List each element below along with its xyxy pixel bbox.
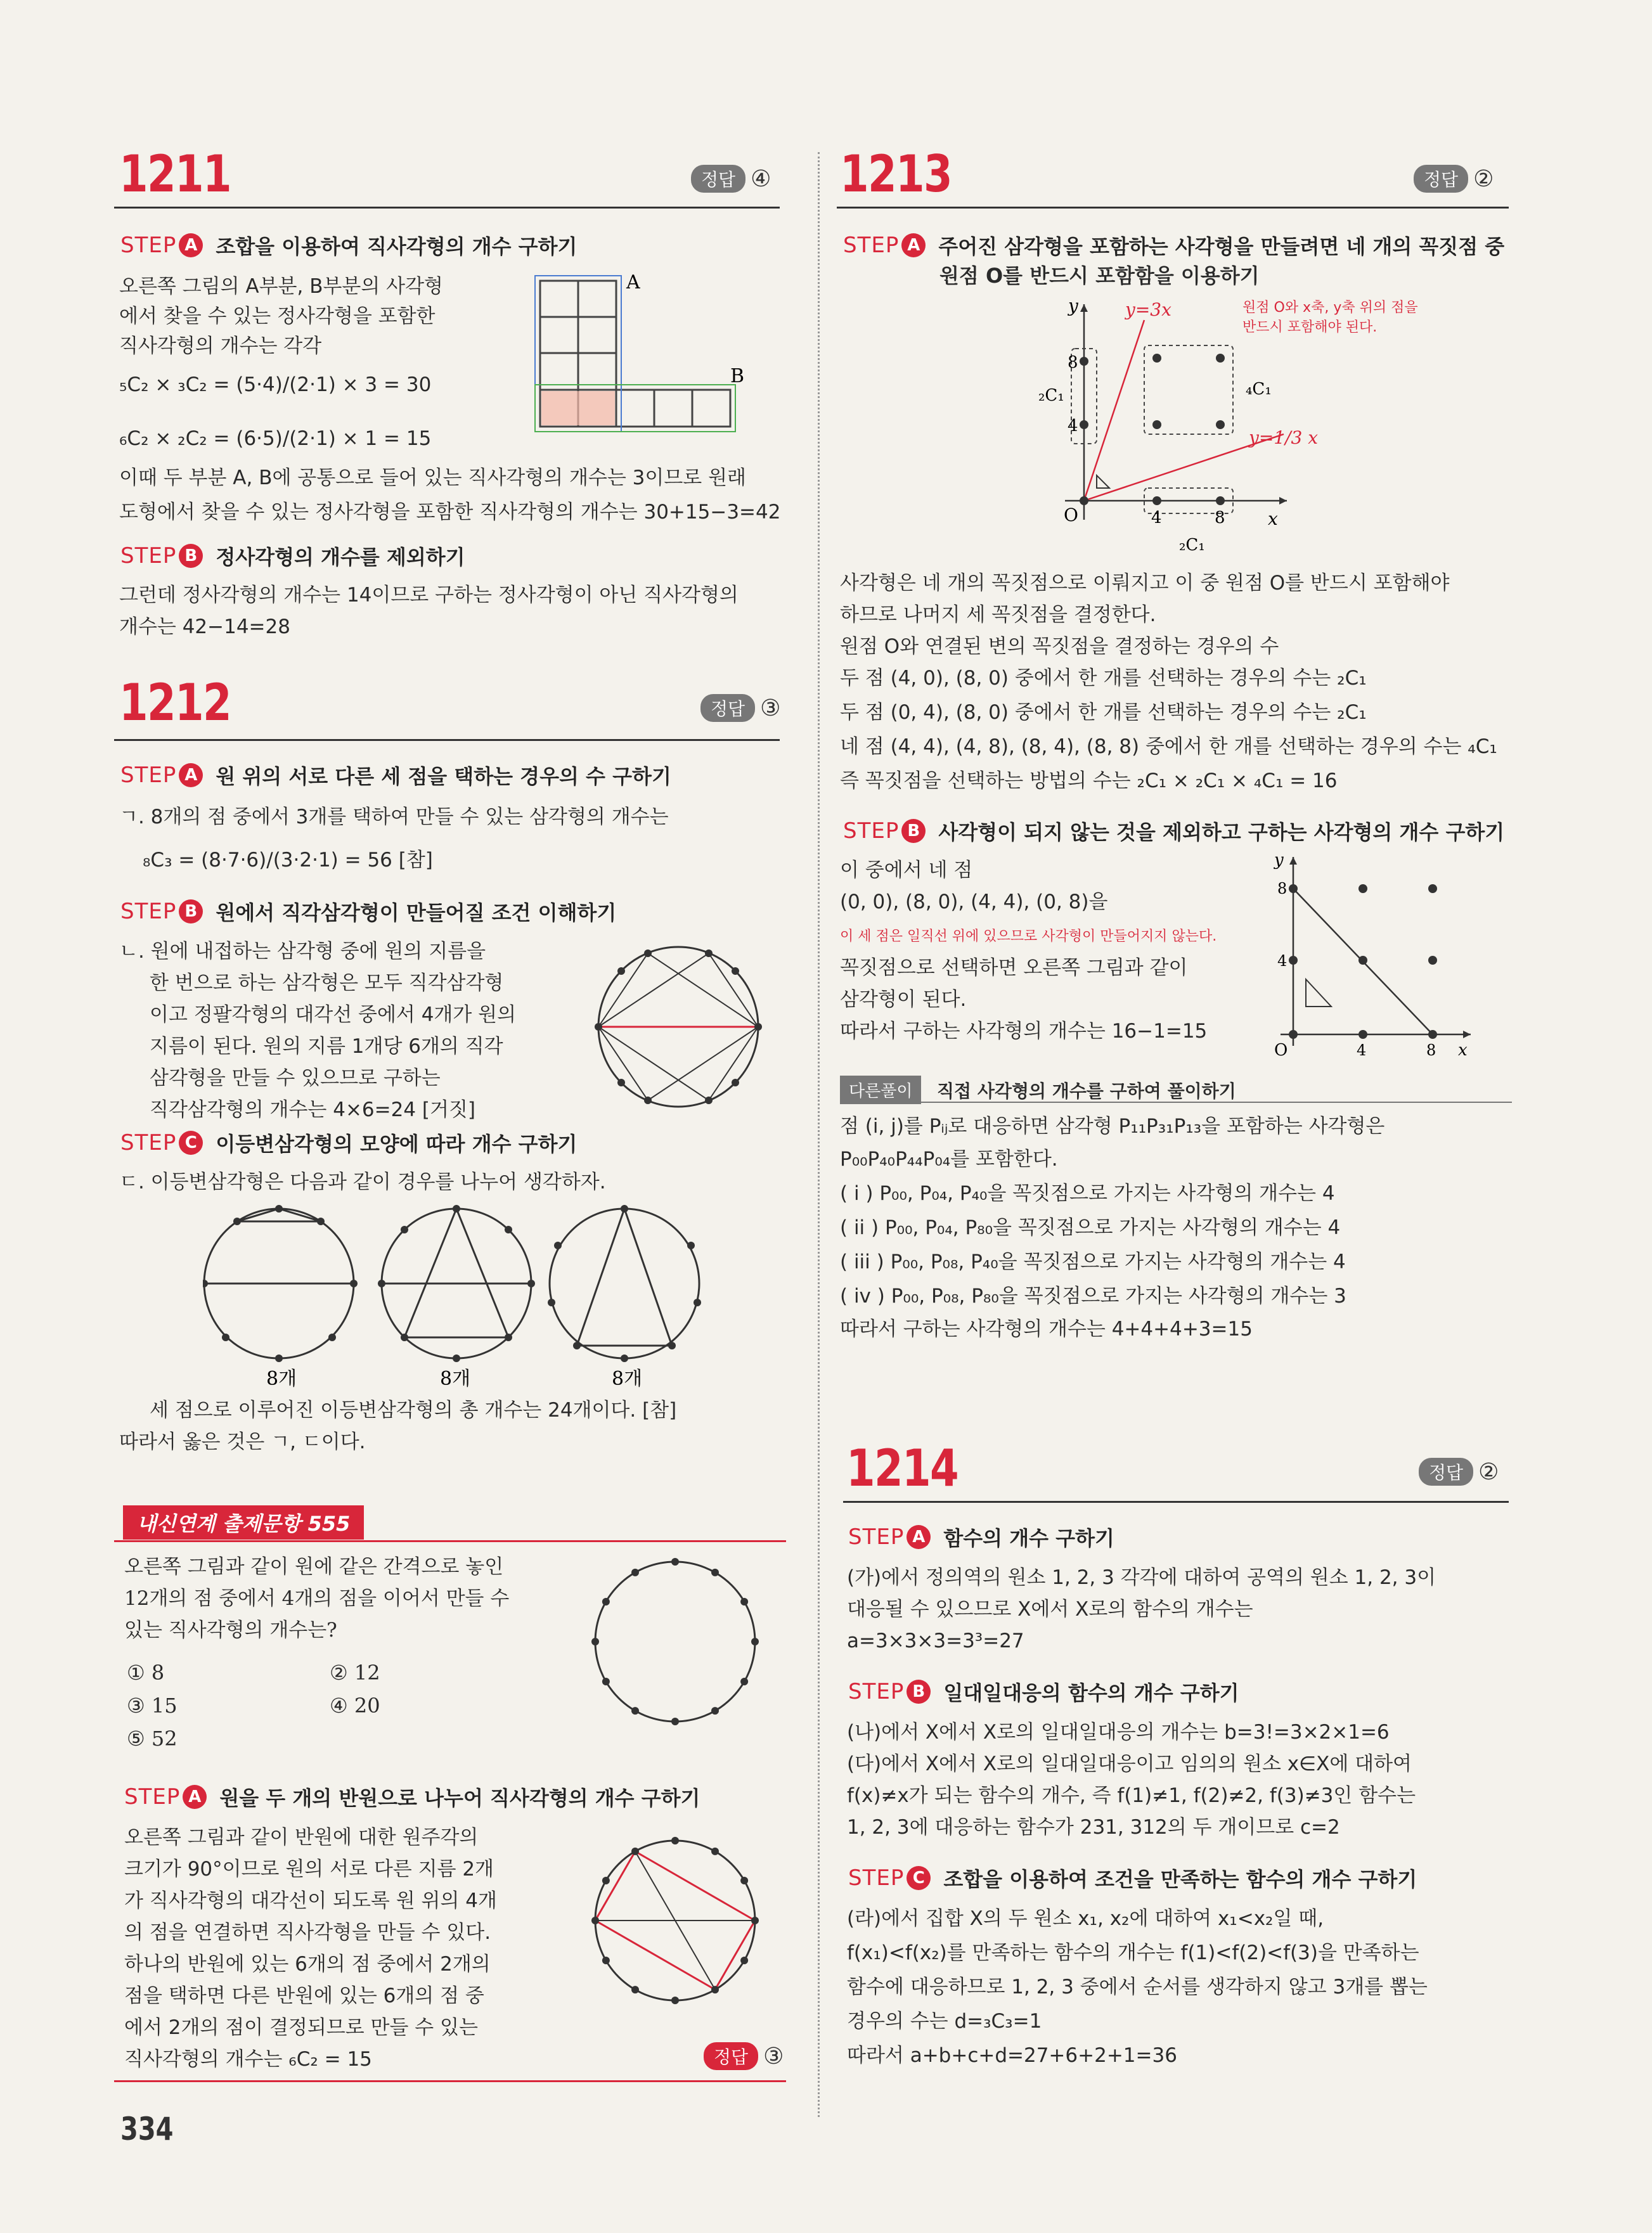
alt-line-5: ( iii ) P₀₀, P₀₈, P₄₀을 꼭짓점으로 가지는 사각형의 개수는 4: [840, 1251, 1346, 1273]
step-c-1212: [120, 1128, 577, 1157]
step-label: STEP: [120, 899, 177, 924]
text-1214-b1: (나)에서 X에서 X로의 일대일대응의 개수는 b=3!=3×2×1=6: [847, 1721, 1390, 1744]
answer-badge-1211: [691, 165, 771, 193]
page-number: 334: [120, 2111, 174, 2147]
circle-point: [711, 1707, 719, 1715]
step-b-1211: [120, 541, 465, 570]
answer-value: ②: [1478, 1458, 1499, 1485]
step-title: 원에서 직각삼각형이 만들어질 조건 이해하기: [216, 901, 617, 925]
answer-label: 정답: [691, 165, 745, 193]
step-title: 이등변삼각형의 모양에 따라 개수 구하기: [216, 1132, 578, 1156]
text-1213-b3: 꼭짓점으로 선택하면 오른쪽 그림과 같이: [840, 956, 1188, 979]
text-1211-6: 이때 두 부분 A, B에 공통으로 들어 있는 직사각형의 개수는 3이므로 원래: [119, 467, 746, 489]
rectangle-in-circle-figure: [580, 1825, 770, 2016]
text-1213-4: 두 점 (4, 0), (8, 0) 중에서 한 개를 선택하는 경우의 수는 ₂C₁: [840, 667, 1367, 690]
text-1213-b4: 삼각형이 된다.: [840, 988, 967, 1011]
answer-value: ③: [763, 2043, 784, 2069]
circle-point: [711, 1848, 719, 1855]
step-letter: A: [907, 1525, 931, 1549]
text-1212-b1: ㄴ. 원에 내접하는 삼각형 중에 원의 지름을: [119, 940, 486, 963]
step-label: STEP: [843, 818, 900, 844]
text-1213-2: 하므로 나머지 세 꼭짓점을 결정한다.: [840, 603, 1156, 626]
alt-line-6: ( iv ) P₀₀, P₀₈, P₈₀을 꼭짓점으로 가지는 사각형의 개수는 3: [840, 1285, 1346, 1308]
circle-point: [711, 1569, 719, 1576]
step-label: STEP: [124, 1784, 181, 1810]
text-1214-c2: f(x₁)<f(x₂)를 만족하는 함수의 개수는 f(1)<f(2)<f(3)을 만족하는: [847, 1941, 1419, 1964]
problem-number-1211: 1211: [119, 145, 231, 203]
text-1213-b1: 이 중에서 네 점: [840, 859, 973, 882]
divider: [837, 207, 1509, 209]
text-1214-c3: 함수에 대응하므로 1, 2, 3 중에서 순서를 생각하지 않고 3개를 뽑는: [847, 1976, 1428, 1998]
text-555-3: 가 직사각형의 대각선이 되도록 원 위의 4개: [124, 1889, 497, 1912]
step-title-cont: 원점 O를 반드시 포함함을 이용하기: [939, 264, 1260, 288]
answer-value: ③: [760, 695, 781, 721]
text-1214-b4: 1, 2, 3에 대응하는 함수가 231, 312의 두 개이므로 c=2: [847, 1816, 1340, 1839]
text-1214-c5: 따라서 a+b+c+d=27+6+2+1=36: [847, 2044, 1177, 2067]
text-1212-b5: 삼각형을 만들 수 있으므로 구하는: [150, 1067, 441, 1090]
text-555-4: 의 점을 연결하면 직사각형을 만들 수 있다.: [124, 1921, 491, 1944]
step-title: 일대일대응의 함수의 개수 구하기: [943, 1681, 1239, 1705]
circle-point: [671, 1997, 679, 2004]
choice-5[interactable]: ⑤ 52: [127, 1727, 177, 1751]
text-1213-7: 즉 꼭짓점을 선택하는 방법의 수는 ₂C₁ × ₂C₁ × ₄C₁ = 16: [840, 769, 1338, 792]
text-1212-c3: 따라서 옳은 것은 ㄱ, ㄷ이다.: [119, 1431, 366, 1453]
column-separator: [818, 152, 820, 2117]
tick-y-8: 8: [1068, 353, 1078, 372]
text-1214-a3: a=3×3×3=3³=27: [847, 1630, 1024, 1652]
text-1213-5: 두 점 (0, 4), (8, 0) 중에서 한 개를 선택하는 경우의 수는 ₂C₁: [840, 701, 1367, 724]
step-label: STEP: [120, 763, 177, 788]
step-letter: B: [907, 1680, 931, 1704]
divider: [114, 2080, 786, 2082]
divider: [843, 1501, 1509, 1503]
axis-y: y: [1274, 851, 1284, 870]
text-555-7: 에서 2개의 점이 결정되므로 만들 수 있는: [124, 2016, 478, 2039]
answer-badge-1212: [700, 694, 780, 722]
divider: [114, 1540, 786, 1542]
step-title: 정사각형의 개수를 제외하기: [216, 545, 465, 569]
alt-line-7: 따라서 구하는 사각형의 개수는 4+4+4+3=15: [840, 1318, 1253, 1341]
axis-y: y: [1068, 295, 1078, 316]
text-1213-b2: (0, 0), (8, 0), (4, 4), (0, 8)을: [840, 891, 1108, 913]
step-title: 원 위의 서로 다른 세 점을 택하는 경우의 수 구하기: [216, 764, 671, 788]
text-1212-b4: 지름이 된다. 원의 지름 1개당 6개의 직각: [150, 1035, 503, 1058]
step-letter: C: [179, 1131, 203, 1155]
text-555-1: 오른쪽 그림과 같이 반원에 대한 원주각의: [124, 1826, 479, 1849]
circle-point: [591, 1917, 599, 1924]
text-555-8: 직사각형의 개수는 ₆C₂ = 15: [124, 2048, 372, 2071]
step-letter: B: [179, 899, 203, 923]
problem-number-1213: 1213: [840, 145, 952, 203]
circle-label-2: 8개: [440, 1368, 471, 1390]
step-c-1214: [848, 1863, 1417, 1893]
text-1212-a2: ₈C₃ = (8·7·6)/(3·2·1) = 56 [참]: [143, 849, 433, 872]
note-1213: 원점 O와 x축, y축 위의 점을 반드시 포함해야 된다.: [1242, 300, 1418, 335]
step-letter: A: [183, 1785, 207, 1809]
answer-label: 정답: [700, 694, 755, 722]
answer-label: 정답: [1419, 1458, 1473, 1486]
step-b-1213: [843, 816, 1504, 846]
step-label: STEP: [120, 543, 177, 569]
answer-label: 정답: [704, 2042, 758, 2070]
coordinate-graph-1213: [989, 292, 1344, 577]
step-a-1214: [848, 1522, 1114, 1552]
step-letter: B: [179, 544, 203, 568]
comb-right: ₄C₁: [1246, 380, 1272, 399]
origin-label: O: [1064, 505, 1078, 525]
tick-x-8: 8: [1215, 508, 1225, 527]
alt-line-3: ( i ) P₀₀, P₀₄, P₄₀을 꼭짓점으로 가지는 사각형의 개수는 4: [840, 1182, 1335, 1205]
triangle-graph-1213: [1255, 849, 1483, 1059]
text-1214-a2: 대응될 수 있으므로 X에서 X로의 함수의 개수는: [847, 1598, 1253, 1621]
origin-label: O: [1274, 1041, 1288, 1059]
tick-x-4: 4: [1151, 508, 1162, 527]
eq-y3x: y=3x: [1125, 299, 1171, 320]
step-a-1213: [843, 231, 1504, 260]
question-555-3: 있는 직사각형의 개수는?: [124, 1619, 337, 1642]
divider: [114, 739, 780, 741]
step-title: 조합을 이용하여 직사각형의 개수 구하기: [216, 235, 578, 259]
step-letter: A: [179, 233, 203, 257]
text-1213-1: 사각형은 네 개의 꼭짓점으로 이뤄지고 이 중 원점 O를 반드시 포함해야: [840, 572, 1450, 595]
answer-badge-555: [704, 2042, 784, 2070]
step-letter: A: [179, 763, 203, 787]
circle-point: [711, 1986, 719, 1993]
choice-1[interactable]: ① 8: [127, 1661, 165, 1685]
text-1211-3: 직사각형의 개수는 각각: [119, 335, 322, 357]
note-1213-b: 이 세 점은 일직선 위에 있으므로 사각형이 만들어지지 않는다.: [840, 929, 1217, 944]
step-b-1214: [848, 1677, 1239, 1706]
step-title: 사각형이 되지 않는 것을 제외하고 구하는 사각형의 개수 구하기: [938, 820, 1505, 844]
alt-solution-title: 직접 사각형의 개수를 구하여 풀이하기: [937, 1081, 1236, 1102]
step-label: STEP: [848, 1865, 905, 1891]
circle-point: [671, 1718, 679, 1725]
circle-label-3: 8개: [612, 1368, 643, 1390]
twelve-point-circle: [580, 1547, 770, 1737]
text-555-6: 점을 택하면 다른 반원에 있는 6개의 점 중: [124, 1985, 484, 2007]
linked-problem-tag: 내신연계 출제문항 555: [123, 1505, 364, 1540]
text-1214-b2: (다)에서 X에서 X로의 일대일대응이고 임의의 원소 x∈X에 대하여: [847, 1753, 1412, 1775]
circle-point: [631, 1569, 639, 1576]
tick-y-4: 4: [1068, 416, 1078, 435]
text-1213-3: 원점 O와 연결된 변의 꼭짓점을 결정하는 경우의 수: [840, 635, 1279, 658]
divider: [840, 1102, 1512, 1103]
alt-line-2: P₀₀P₄₀P₄₄P₀₄를 포함한다.: [840, 1148, 1058, 1171]
circle-point: [740, 1877, 748, 1884]
alt-solution-tag: 다른풀이: [840, 1076, 921, 1104]
step-a-555: [124, 1782, 700, 1811]
answer-badge-1213: [1414, 165, 1494, 193]
circle-point: [602, 1957, 610, 1964]
text-1211-4: ₅C₂ × ₃C₂ = (5·4)/(2·1) × 3 = 30: [119, 373, 432, 396]
isosceles-triangle-figures: [203, 1201, 742, 1391]
label-b: B: [730, 365, 745, 387]
question-555-2: 12개의 점 중에서 4개의 점을 이어서 만들 수: [124, 1587, 510, 1610]
text-1212-b6: 직각삼각형의 개수는 4×6=24 [거짓]: [150, 1098, 475, 1121]
question-555-1: 오른쪽 그림과 같이 원에 같은 간격으로 놓인: [124, 1555, 504, 1578]
step-a-1212: [120, 761, 671, 790]
text-1213-6: 네 점 (4, 4), (4, 8), (8, 4), (8, 8) 중에서 한 개를 선택하는 경우의 수는 ₄C₁: [840, 735, 1497, 758]
step-label: STEP: [843, 233, 900, 258]
circle-point: [740, 1678, 748, 1685]
circle-point: [631, 1986, 639, 1993]
text-555-5: 하나의 반원에 있는 6개의 점 중에서 2개의: [124, 1953, 491, 1976]
axis-x: x: [1268, 508, 1278, 529]
text-1211-2: 에서 찾을 수 있는 정사각형을 포함한: [119, 305, 436, 328]
circle-point: [751, 1638, 759, 1645]
text-1212-c1: ㄷ. 이등변삼각형은 다음과 같이 경우를 나누어 생각하자.: [119, 1171, 606, 1194]
circle-label-1: 8개: [266, 1368, 297, 1390]
tick-x-8: 8: [1426, 1041, 1436, 1059]
tick-x-4: 4: [1357, 1041, 1367, 1059]
circle-point: [671, 1558, 679, 1566]
step-title: 함수의 개수 구하기: [943, 1526, 1114, 1550]
circle-point: [751, 1917, 759, 1924]
alt-line-1: 점 (i, j)를 Pᵢⱼ로 대응하면 삼각형 P₁₁P₃₁P₁₃을 포함하는 사각형은: [840, 1115, 1385, 1138]
problem-number-1212: 1212: [119, 673, 231, 732]
answer-value: ④: [751, 165, 771, 192]
text-555-2: 크기가 90°이므로 원의 서로 다른 지름 2개: [124, 1858, 494, 1881]
text-1211-b2: 개수는 42−14=28: [119, 615, 290, 638]
circle-point: [602, 1877, 610, 1884]
step-label: STEP: [120, 1130, 177, 1155]
circle-point: [671, 1837, 679, 1844]
step-letter: B: [901, 819, 926, 843]
text-1213-b5: 따라서 구하는 사각형의 개수는 16−1=15: [840, 1020, 1208, 1043]
text-1211-1: 오른쪽 그림의 A부분, B부분의 사각형: [119, 275, 443, 298]
step-b-1212: [120, 897, 616, 926]
tick-y-4: 4: [1277, 952, 1287, 970]
circle-point: [740, 1957, 748, 1964]
problem-number-1214: 1214: [846, 1439, 958, 1498]
step-label: STEP: [120, 233, 177, 258]
text-1212-b3: 이고 정팔각형의 대각선 중에서 4개가 원의: [150, 1003, 517, 1026]
divider: [114, 207, 780, 209]
step-label: STEP: [848, 1524, 905, 1550]
circle-point: [602, 1598, 610, 1606]
tick-y-8: 8: [1277, 880, 1287, 898]
answer-value: ②: [1473, 165, 1494, 192]
text-1211-7: 도형에서 찾을 수 있는 정사각형을 포함한 직사각형의 개수는 30+15−3=42: [119, 501, 781, 524]
circle-point: [631, 1848, 639, 1855]
comb-bottom: ₂C₁: [1179, 536, 1205, 555]
text-1212-a1: ㄱ. 8개의 점 중에서 3개를 택하여 만들 수 있는 삼각형의 개수는: [119, 806, 669, 828]
circle-point: [602, 1678, 610, 1685]
step-title: 주어진 삼각형을 포함하는 사각형을 만들려면 네 개의 꼭짓점 중: [938, 235, 1505, 259]
text-1212-c2: 세 점으로 이루어진 이등변삼각형의 총 개수는 24개이다. [참]: [150, 1399, 677, 1422]
step-a-1211: [120, 231, 577, 260]
eq-y13x: y=1/3 x: [1249, 427, 1319, 448]
text-1212-b2: 한 번으로 하는 삼각형은 모두 직각삼각형: [150, 972, 504, 994]
step-letter: C: [907, 1866, 931, 1890]
answer-badge-1214: [1419, 1458, 1499, 1486]
text-1214-a1: (가)에서 정의역의 원소 1, 2, 3 각각에 대하여 공역의 원소 1, 2, 3이: [847, 1566, 1436, 1589]
step-label: STEP: [848, 1679, 905, 1704]
circle-point: [740, 1598, 748, 1606]
label-a: A: [626, 271, 640, 293]
answer-label: 정답: [1414, 165, 1468, 193]
grid-figure-1211: [532, 269, 748, 460]
text-1211-5: ₆C₂ × ₂C₂ = (6·5)/(2·1) × 1 = 15: [119, 427, 432, 450]
text-1214-c4: 경우의 수는 d=₃C₃=1: [847, 2010, 1042, 2033]
text-1211-b1: 그런데 정사각형의 개수는 14이므로 구하는 정사각형이 아닌 직사각형의: [119, 584, 739, 607]
axis-x: x: [1458, 1041, 1468, 1059]
comb-left: ₂C₁: [1038, 386, 1064, 405]
choice-2[interactable]: ② 12: [330, 1661, 380, 1685]
circle-point: [591, 1638, 599, 1645]
text-1214-c1: (라)에서 집합 X의 두 원소 x₁, x₂에 대하여 x₁<x₂일 때,: [847, 1907, 1324, 1930]
alt-line-4: ( ii ) P₀₀, P₀₄, P₈₀을 꼭짓점으로 가지는 사각형의 개수는 4: [840, 1216, 1341, 1239]
step-letter: A: [901, 233, 926, 257]
circle-point: [631, 1707, 639, 1715]
text-1214-b3: f(x)≠x가 되는 함수의 개수, 즉 f(1)≠1, f(2)≠2, f(3)≠3인 함수는: [847, 1784, 1416, 1807]
octagon-diameter-figure: [583, 932, 773, 1122]
choice-3[interactable]: ③ 15: [127, 1694, 177, 1718]
choice-4[interactable]: ④ 20: [330, 1694, 380, 1718]
step-title: 원을 두 개의 반원으로 나누어 직사각형의 개수 구하기: [219, 1786, 700, 1810]
step-title: 조합을 이용하여 조건을 만족하는 함수의 개수 구하기: [943, 1867, 1417, 1891]
